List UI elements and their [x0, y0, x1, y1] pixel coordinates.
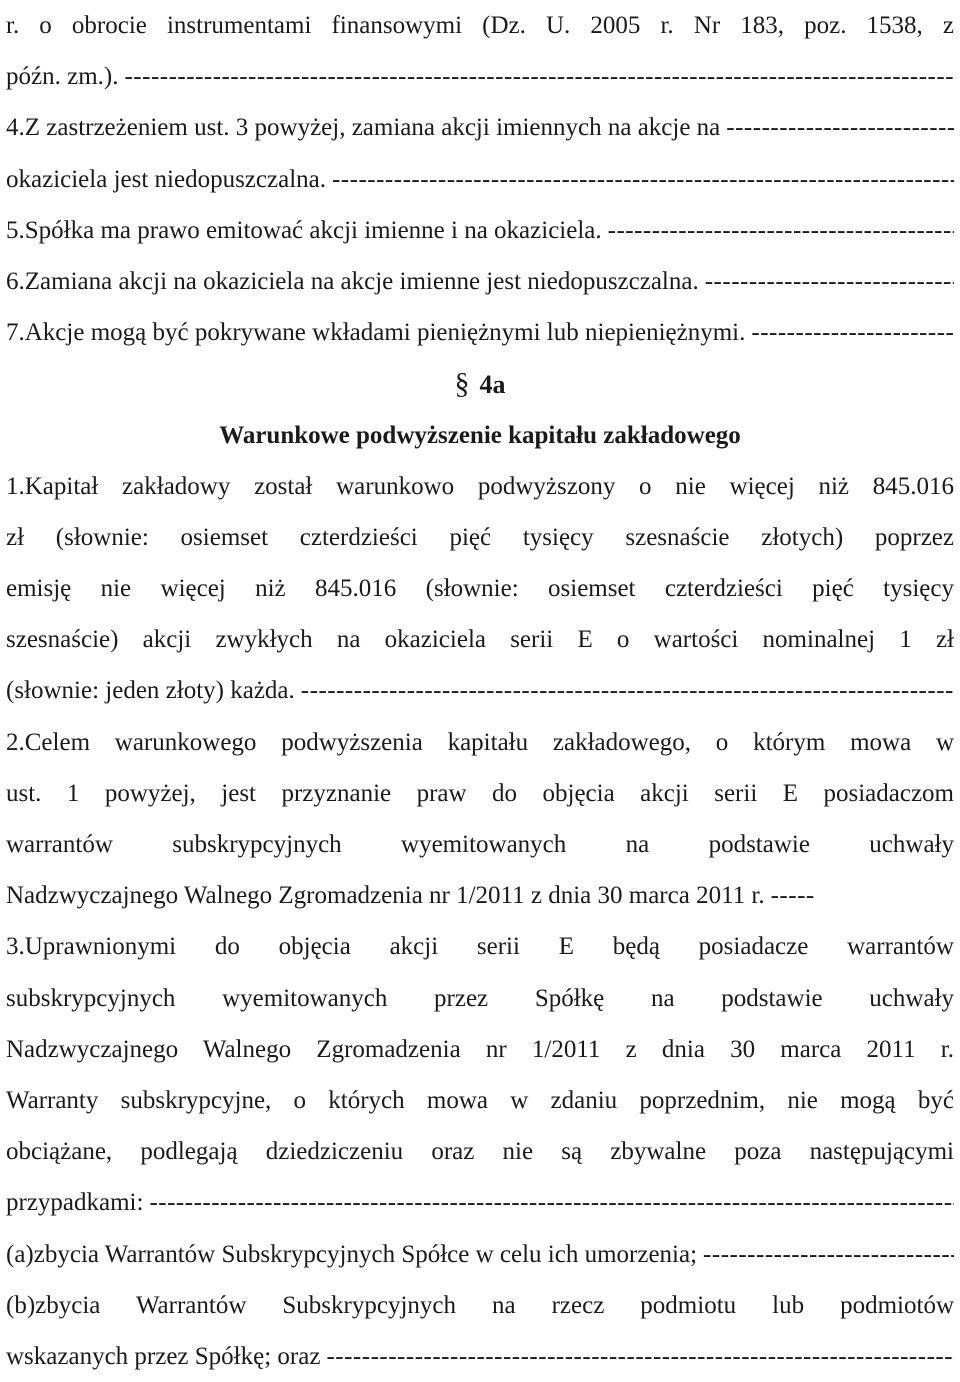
document-page	[6, 0, 954, 1382]
line-text: 6.Zamiana akcji na okaziciela na akcje imienne jest niedopuszczalna.	[6, 267, 699, 295]
section-sign: §	[454, 367, 470, 401]
line-text: okaziciela jest niedopuszczalna.	[6, 165, 326, 193]
text-line-3	[6, 102, 954, 153]
section-label: 4a	[479, 370, 506, 400]
line-text: 4.Z zastrzeżeniem ust. 3 powyżej, zamiana akcji imiennych na akcje na	[6, 114, 721, 142]
dash-filler	[143, 1177, 954, 1228]
dash-filler	[765, 870, 815, 921]
text-line-19: 3.Uprawnionymi do objęcia akcji serii E będą posiadacze warrantów	[6, 933, 954, 961]
text-line-13: szesnaście) akcji zwykłych na okaziciela serii E o wartości nominalnej 1 zł	[6, 626, 954, 654]
line-text: wskazanych przez Spółkę; oraz	[6, 1342, 321, 1370]
dash-filler	[320, 1331, 954, 1382]
text-line-7	[6, 307, 954, 358]
text-line-11: zł (słownie: osiemset czterdzieści pięć tysięcy szesnaście złotych) poprzez	[6, 523, 954, 551]
line-text: Nadzwyczajnego Walnego Zgromadzenia nr 1/2011 z dnia 30 marca 2011 r.	[6, 882, 765, 910]
text-line-12: emisję nie więcej niż 845.016 (słownie: osiemset czterdzieści pięć tysięcy	[6, 575, 954, 603]
line-text: (słownie: jeden złoty) każda.	[6, 677, 295, 705]
text-line-10: 1.Kapitał zakładowy został warunkowo podwyższony o nie więcej niż 845.016	[6, 472, 954, 500]
text-line-14	[6, 665, 954, 716]
section-heading: Warunkowe podwyższenie kapitału zakładowego	[219, 421, 741, 449]
dash-filler	[295, 665, 954, 716]
dash-filler	[720, 102, 954, 153]
text-line-18	[6, 870, 954, 921]
line-text: późn. zm.).	[6, 63, 119, 91]
text-line-24	[6, 1177, 954, 1228]
text-line-27	[6, 1331, 954, 1382]
text-line-21: Nadzwyczajnego Walnego Zgromadzenia nr 1/2011 z dnia 30 marca 2011 r.	[6, 1035, 954, 1063]
dash-filler	[326, 154, 954, 205]
text-line-22: Warranty subskrypcyjne, o których mowa w zdaniu poprzednim, nie mogą być	[6, 1086, 954, 1114]
line-text: (a)zbycia Warrantów Subskrypcyjnych Spółce w celu ich umorzenia;	[6, 1240, 698, 1268]
text-line-16: ust. 1 powyżej, jest przyznanie praw do objęcia akcji serii E posiadaczom	[6, 779, 954, 807]
dash-filler	[699, 256, 954, 307]
section-number	[6, 358, 954, 409]
text-line-25	[6, 1229, 954, 1280]
text-line-15: 2.Celem warunkowego podwyższenia kapitału zakładowego, o którym mowa w	[6, 728, 954, 756]
dash-filler	[118, 51, 954, 102]
text-line-5	[6, 205, 954, 256]
text-line-23: obciążane, podlegają dziedziczeniu oraz nie są zbywalne poza następującymi	[6, 1138, 954, 1166]
dash-filler	[697, 1229, 954, 1280]
line-text: 7.Akcje mogą być pokrywane wkładami pieniężnymi lub niepieniężnymi.	[6, 319, 746, 347]
text-line-1: r. o obrocie instrumentami finansowymi (Dz. U. 2005 r. Nr 183, poz. 1538, z	[6, 12, 954, 39]
dash-filler	[602, 205, 954, 256]
text-line-26: (b)zbycia Warrantów Subskrypcyjnych na rzecz podmiotu lub podmiotów	[6, 1291, 954, 1319]
text-line-20: subskrypcyjnych wyemitowanych przez Spółkę na podstawie uchwały	[6, 984, 954, 1012]
text-line-2	[6, 51, 954, 102]
text-line-4	[6, 154, 954, 205]
text-line-17: warrantów subskrypcyjnych wyemitowanych na podstawie uchwały	[6, 831, 954, 858]
line-text: przypadkami:	[6, 1189, 144, 1217]
dash-filler	[745, 307, 954, 358]
text-line-6	[6, 256, 954, 307]
line-text: 5.Spółka ma prawo emitować akcji imienne i na okaziciela.	[6, 216, 602, 244]
